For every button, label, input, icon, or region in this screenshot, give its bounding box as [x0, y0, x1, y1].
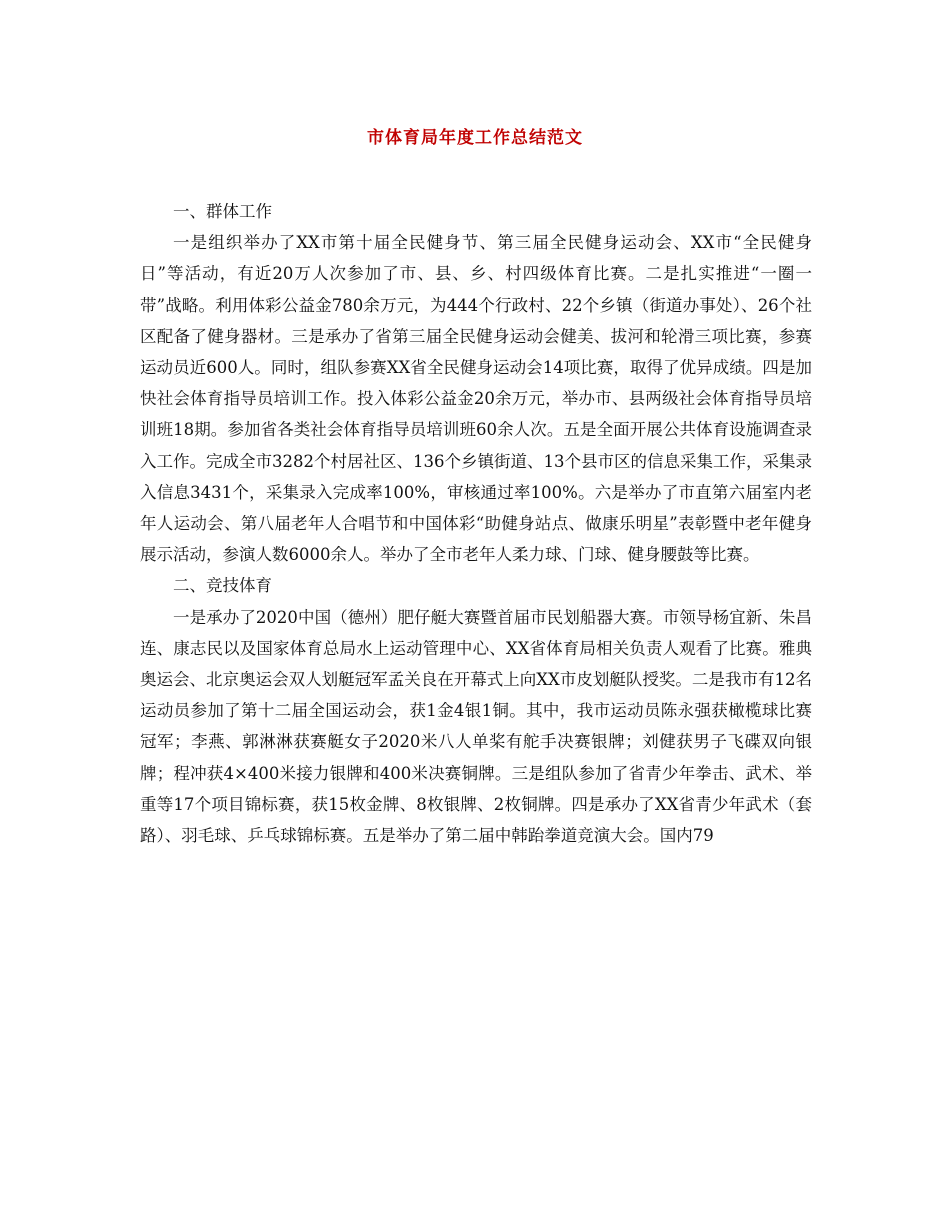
section-heading-mass-sports: 一、群体工作	[173, 202, 272, 221]
document-title: 市体育局年度工作总结范文	[367, 128, 583, 148]
document-body	[140, 196, 812, 851]
paragraph-mass-sports: 一是组织举办了XX市第十届全民健身节、第三届全民健身运动会、XX市“全民健身日”等活动，有近20万人次参加了市、县、乡、村四级体育比赛。二是扎实推进“一圈一带”战略。利用体彩公益金780余万元，为444个行政村、22个乡镇（街道办事处）、26个社区配备了健身器材。三是承办了省第三届全民健身运动会健美、拔河和轮滑三项比赛，参赛运动员近600人。同时，组队参赛XX省全民健身运动会14项比赛，取得了优异成绩。四是加快社会体育指导员培训工作。投入体彩公益金20余万元，举办市、县两级社会体育指导员培训班18期。参加省各类社会体育指导员培训班60余人次。五是全面开展公共体育设施调查录入工作。完成全市3282个村居社区、136个乡镇街道、13个县市区的信息采集工作，采集录入信息3431个，采集录入完成率100%，审核通过率100%。六是举办了市直第六届室内老年人运动会、第八届老年人合唱节和中国体彩“助健身站点、做康乐明星”表彰暨中老年健身展示活动，参演人数6000余人。举办了全市老年人柔力球、门球、健身腰鼓等比赛。	[140, 233, 812, 565]
section-heading-competitive-sports: 二、竞技体育	[173, 576, 272, 596]
paragraph-competitive-sports: 一是承办了2020中国（德州）肥仔艇大赛暨首届市民划船器大赛。市领导杨宜新、朱昌连、康志民以及国家体育总局水上运动管理中心、XX省体育局相关负责人观看了比赛。雅典奥运会、北京奥运会双人划艇冠军孟关良在开幕式上向XX市皮划艇队授奖。二是我市有12名运动员参加了第十二届全国运动会，获1金4银1铜。其中，我市运动员陈永强获橄榄球比赛冠军；李燕、郭淋淋获赛艇女子2020米八人单桨有舵手决赛银牌；刘健获男子飞碟双向银牌；程冲获4×400米接力银牌和400米决赛铜牌。三是组队参加了省青少年拳击、武术、举重等17个项目锦标赛，获15枚金牌、8枚银牌、2枚铜牌。四是承办了XX省青少年武术（套路）、羽毛球、乒乓球锦标赛。五是举办了第二届中韩跆拳道竞演大会。国内79	[140, 607, 812, 846]
